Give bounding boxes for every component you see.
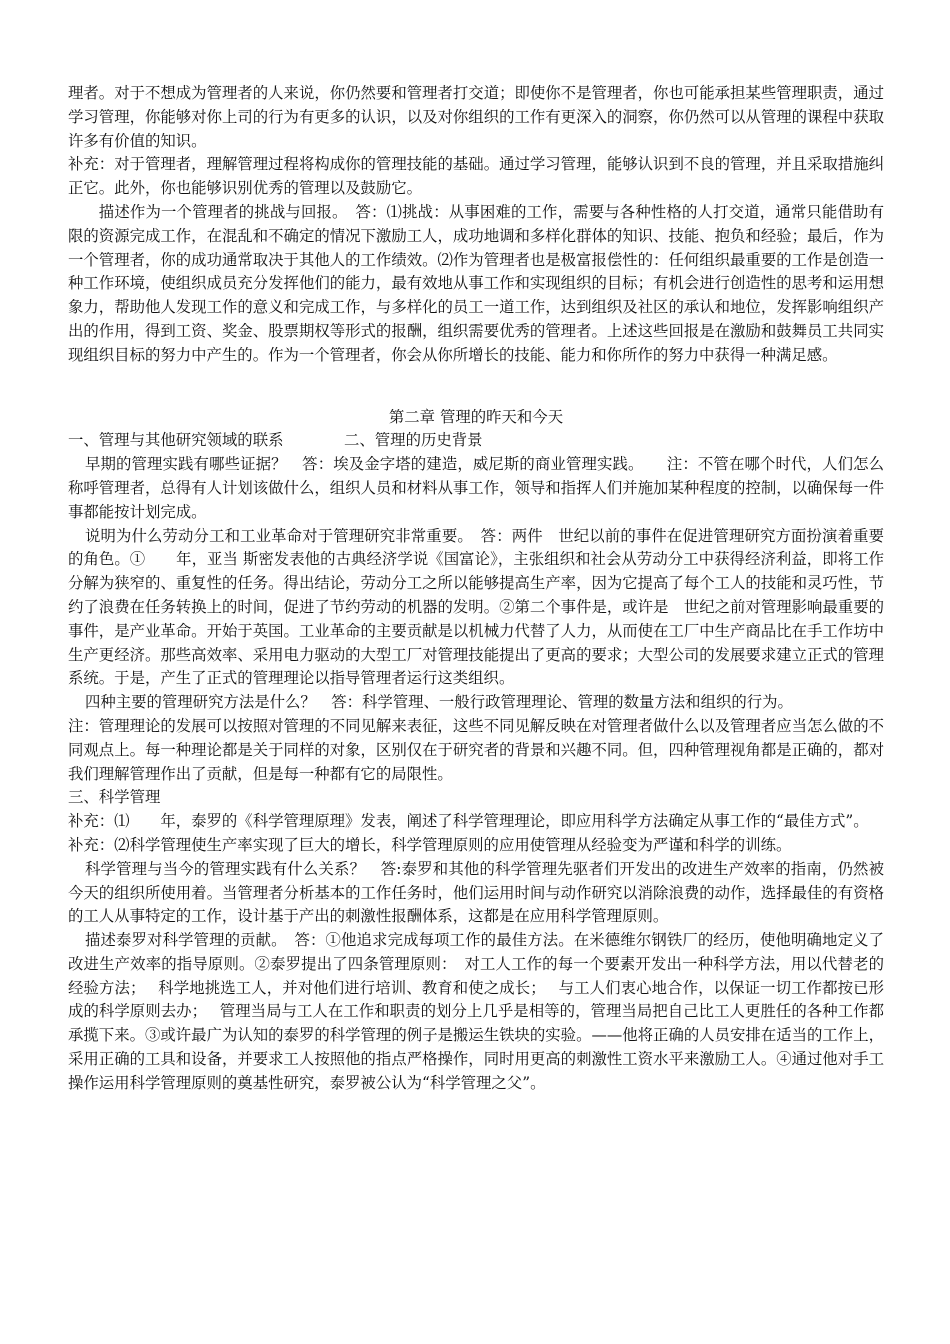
section-heading-row — [68, 429, 884, 453]
paragraph: 科学管理与当今的管理实践有什么关系？ 答:泰罗和其他的科学管理先驱者们开发出的改进生产效率的指南，仍然被今天的组织所使用着。当管理者分析基本的工作任务时，他们运用时间与动作研究以消除浪费的动作，选择最佳的有资格的工人从事特定的工作，设计基于产出的刺激性报酬体系，这都是在应用科学管理原则。 — [68, 859, 884, 926]
document-page — [68, 82, 884, 1096]
section-heading: 一、管理与其他研究领域的联系 — [68, 431, 284, 450]
paragraph: 补充：对于管理者，理解管理过程将构成你的管理技能的基础。通过学习管理，能够认识到不良的管理，并且采取措施纠正它。此外，你也能够识别优秀的管理以及鼓励它。 — [68, 155, 884, 198]
paragraph: 补充：⑴ 年，泰罗的《科学管理原理》发表，阐述了科学管理理论，即应用科学方法确定从事工作的“最佳方式”。 — [68, 812, 869, 831]
paragraph: 理者。对于不想成为管理者的人来说，你仍然要和管理者打交道；即使你不是管理者，你也可能承担某些管理职责，通过学习管理，你能够对你上司的行为有更多的认识，以及对你组织的工作有更深入的洞察，你仍然可以从管理的课程中获取许多有价值的知识。 — [68, 84, 884, 150]
paragraph: 注：管理理论的发展可以按照对管理的不同见解来表征，这些不同见解反映在对管理者做什么以及管理者应当怎么做的不同观点上。每一种理论都是关于同样的对象，区别仅在于研究者的背景和兴趣不同。但，四种管理视角都是正确的，都对我们理解管理作出了贡献，但是每一种都有它的局限性。 — [68, 716, 884, 783]
paragraph: 说明为什么劳动分工和工业革命对于管理研究非常重要。 答：两件 世纪以前的事件在促进管理研究方面扮演着重要的角色。① 年，亚当 斯密发表他的古典经济学说《国富论》，主张组织和社会从劳动分工中获得经济利益，即将工作分解为狭窄的、重复性的任务。得出结论，劳动分工之所以能够提高生产率，因为它提高了每个工人的技能和灵巧性，节约了浪费在任务转换上的时间，促进了节约劳动的机器的发明。②第二个事件是，或许是 世纪之前对管理影响最重要的事件，是产业革命。开始于英国。工业革命的主要贡献是以机械力代替了人力，从而使在工厂中生产商品比在手工作坊中生产更经济。那些高效率、采用电力驱动的大型工厂对管理技能提出了更高的要求；大型公司的发展要求建立正式的管理系统。于是，产生了正式的管理理论以指导管理者运行这类组织。 — [68, 526, 884, 688]
paragraph: 描述泰罗对科学管理的贡献。 答：①他追求完成每项工作的最佳方法。在米德维尔钢铁厂的经历，使他明确地定义了改进生产效率的指导原则。②泰罗提出了四条管理原则： 对工人工作的每一个要素开发出一种科学方法，用以代替老的经验方法； 科学地挑选工人，并对他们进行培训、教育和使之成长； 与工人们衷心地合作，以保证一切工作都按已形成的科学原则去办； 管理当局与工人在工作和职责的划分上几乎是相等的，管理当局把自己比工人更胜任的各种工作都承揽下来。③或许最广为认知的泰罗的科学管理的例子是搬运生铁块的实验。——他将正确的人员安排在适当的工作上，采用正确的工具和设备，并要求工人按照他的指点严格操作，同时用更高的刺激性工资水平来激励工人。④通过他对手工操作运用科学管理原则的奠基性研究，泰罗被公认为“科学管理之父”。 — [68, 931, 884, 1092]
section-heading: 二、管理的历史背景 — [344, 431, 483, 450]
spacer — [68, 368, 884, 406]
paragraph: 早期的管理实践有哪些证据？ 答：埃及金字塔的建造，威尼斯的商业管理实践。 注：不管在哪个时代，人们怎么称呼管理者，总得有人计划该做什么，组织人员和材料从事工作，领导和指挥人们并施加某种程度的控制，以确保每一件事都能按计划完成。 — [68, 455, 884, 521]
paragraph: 四种主要的管理研究方法是什么？ 答：科学管理、一般行政管理理论、管理的数量方法和组织的行为。 — [84, 693, 793, 712]
chapter-title: 第二章 管理的昨天和今天 — [388, 407, 564, 426]
paragraph: 补充：⑵科学管理使生产率实现了巨大的增长，科学管理原则的应用使管理从经验变为严谨和科学的训练。 — [68, 835, 792, 854]
section-heading: 三、科学管理 — [68, 788, 161, 807]
paragraph: 描述作为一个管理者的挑战与回报。 答：⑴挑战：从事困难的工作，需要与各种性格的人打交道，通常只能借助有限的资源完成工作，在混乱和不确定的情况下激励工人，成功地调和多样化群体的知识、技能、抱负和经验；最后，作为一个管理者，你的成功通常取决于其他人的工作绩效。⑵作为管理者也是极富报偿性的：任何组织最重要的工作是创造一种工作环境，使组织成员充分发挥他们的能力，最有效地从事工作和实现组织的目标；有机会进行创造性的思考和运用想象力，帮助他人发现工作的意义和完成工作，与多样化的员工一道工作，达到组织及社区的承认和地位，发挥影响组织产出的作用，得到工资、奖金、股票期权等形式的报酬，组织需要优秀的管理者。上述这些回报是在激励和鼓舞员工共同实现组织目标的努力中产生的。作为一个管理者，你会从你所增长的技能、能力和你所作的努力中获得一种满足感。 — [68, 202, 884, 364]
